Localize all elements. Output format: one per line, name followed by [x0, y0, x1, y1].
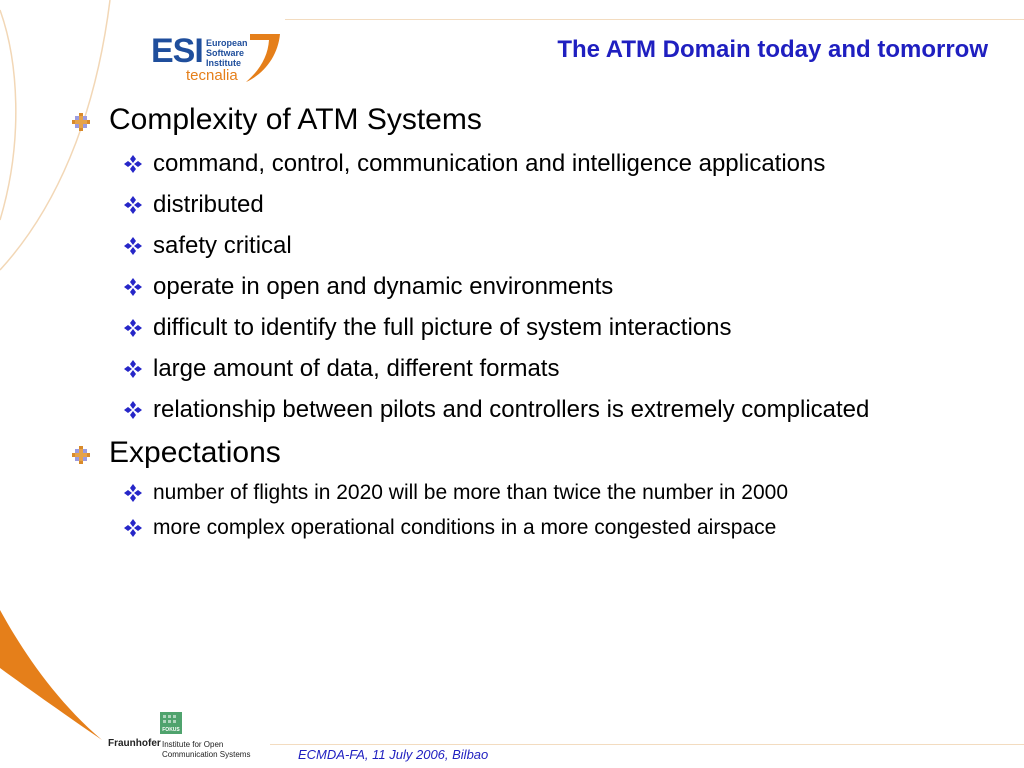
bottom-rule [270, 744, 1024, 745]
list-item-text: relationship between pilots and controllers is extremely complicated [153, 396, 870, 423]
list-item-text: operate in open and dynamic environments [153, 273, 614, 300]
list-item [68, 270, 968, 304]
fraunhofer-logo [108, 712, 258, 764]
list-item [68, 147, 968, 181]
section-expectations [68, 433, 968, 543]
list-item [68, 229, 968, 263]
diamond-bullet-icon [123, 400, 143, 420]
list-item [68, 513, 968, 543]
list-item [68, 188, 968, 222]
list-item [68, 393, 968, 427]
list-item-text: distributed [153, 191, 264, 218]
section-heading [68, 100, 968, 140]
diamond-bullet-icon [123, 518, 143, 538]
section-heading-text: Complexity of ATM Systems [109, 103, 482, 136]
list-item [68, 478, 968, 508]
esi-logo-line: Institute [206, 58, 241, 68]
fraunhofer-name: Fraunhofer [108, 738, 161, 749]
diamond-bullet-icon [123, 359, 143, 379]
fraunhofer-institute-line: Institute for Open [162, 740, 224, 749]
square-bullet-icon [72, 446, 90, 464]
diamond-bullet-icon [123, 236, 143, 256]
diamond-bullet-icon [123, 277, 143, 297]
esi-logo-line: European [206, 38, 248, 48]
esi-logo [148, 28, 288, 88]
slide-title: The ATM Domain today and tomorrow [557, 36, 988, 63]
diamond-bullet-icon [123, 195, 143, 215]
diamond-bullet-icon [123, 483, 143, 503]
fokus-badge-icon [160, 712, 182, 734]
slide-content [68, 100, 968, 543]
slide-footer: ECMDA-FA, 11 July 2006, Bilbao [298, 747, 489, 762]
list-item [68, 311, 968, 345]
esi-logo-line: Software [206, 48, 245, 58]
diamond-bullet-icon [123, 154, 143, 174]
list-item-text: difficult to identify the full picture of system interactions [153, 314, 732, 341]
list-item-text: large amount of data, different formats [153, 355, 560, 382]
list-item-text: safety critical [153, 232, 292, 259]
fraunhofer-institute-line: Communication Systems [162, 750, 251, 759]
square-bullet-icon [72, 113, 90, 131]
complexity-list [68, 147, 968, 427]
list-item [68, 352, 968, 386]
list-item-text: command, control, communication and intelligence applications [153, 150, 826, 177]
fokus-grid-icon [160, 712, 182, 734]
esi-swoosh-icon [240, 28, 282, 84]
esi-logo-mark: ESI [151, 32, 203, 70]
section-heading [68, 433, 968, 473]
list-item-text: number of flights in 2020 will be more than twice the number in 2000 [153, 481, 789, 504]
section-heading-text: Expectations [109, 436, 281, 469]
diamond-bullet-icon [123, 318, 143, 338]
fraunhofer-institute [162, 740, 250, 760]
fokus-badge-label: FOKUS [162, 727, 180, 733]
esi-logo-subtitle: tecnalia [186, 67, 238, 84]
expectations-list [68, 478, 968, 543]
list-item-text: more complex operational conditions in a more congested airspace [153, 516, 777, 539]
section-complexity [68, 100, 968, 427]
top-rule [285, 19, 1024, 20]
